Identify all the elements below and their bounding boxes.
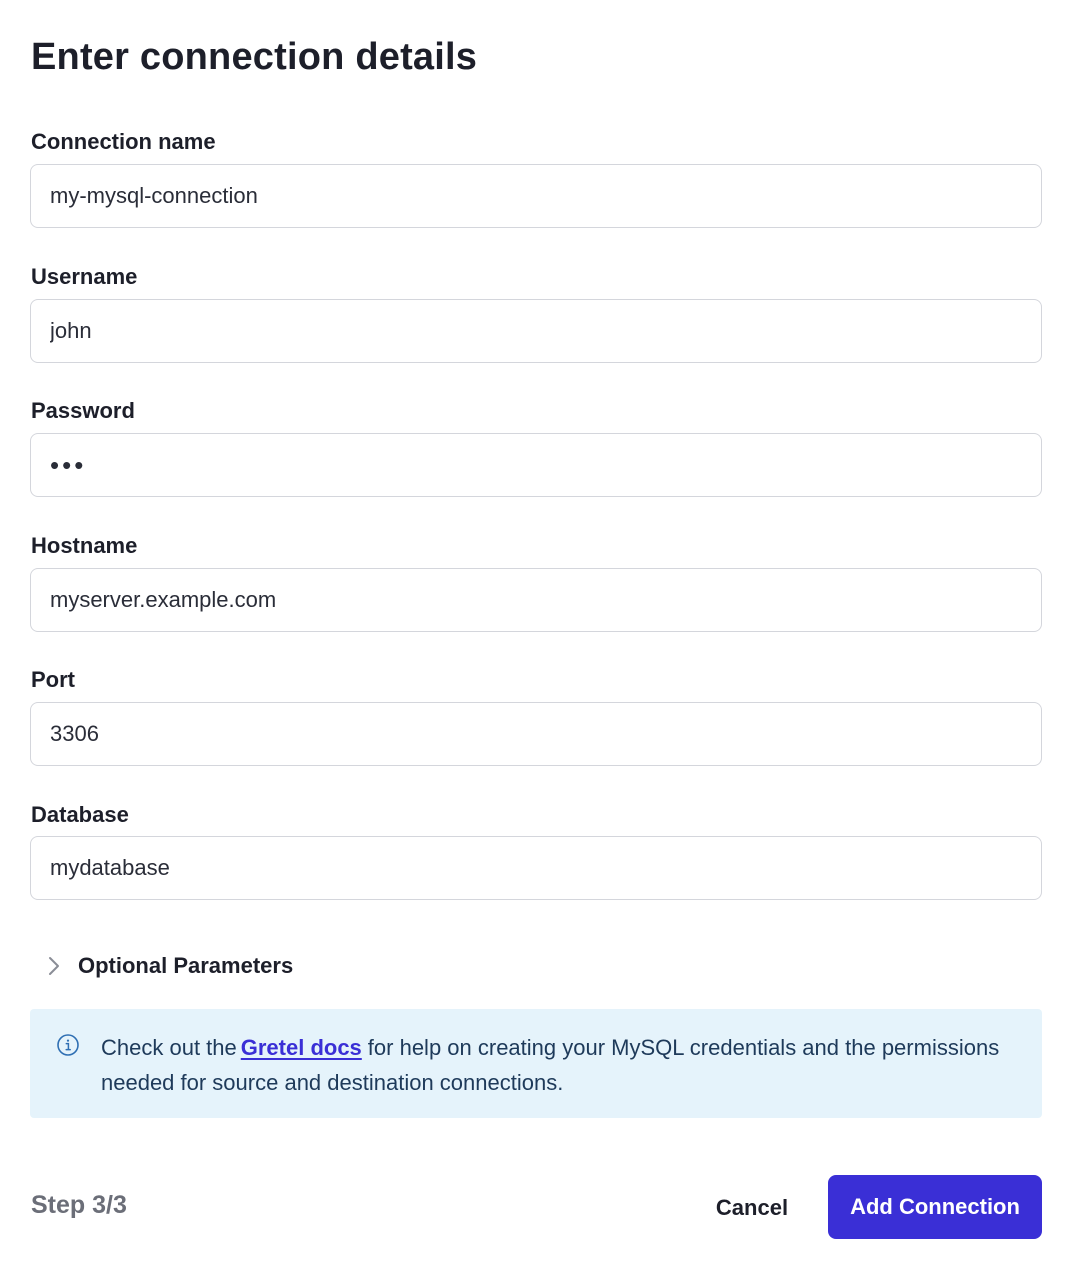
step-indicator: Step 3/3 (31, 1191, 127, 1219)
username-field[interactable] (30, 299, 1042, 363)
port-label: Port (31, 667, 75, 692)
connection-name-label: Connection name (31, 129, 216, 154)
port-field[interactable] (30, 702, 1042, 766)
optional-parameters-toggle[interactable] (44, 952, 293, 980)
chevron-right-icon (44, 952, 64, 980)
connection-name-field[interactable] (30, 164, 1042, 228)
info-text-before: Check out the (101, 1035, 237, 1060)
hostname-field[interactable] (30, 568, 1042, 632)
hostname-label: Hostname (31, 533, 138, 558)
password-field[interactable] (30, 433, 1042, 497)
password-label: Password (31, 398, 135, 423)
username-label: Username (31, 264, 138, 289)
database-label: Database (31, 802, 129, 827)
cancel-button[interactable]: Cancel (694, 1176, 810, 1239)
info-text-after: for help on creating your MySQL credentials and the permissions needed for source and destination connections. (101, 1035, 1000, 1095)
info-callout (30, 1009, 1042, 1118)
gretel-docs-link[interactable]: Gretel docs (240, 1035, 362, 1060)
database-field[interactable] (30, 836, 1042, 900)
info-message (101, 1030, 1001, 1100)
info-icon (56, 1033, 80, 1057)
optional-parameters-label: Optional Parameters (78, 953, 294, 978)
add-connection-button[interactable]: Add Connection (828, 1175, 1042, 1239)
page-title: Enter connection details (31, 36, 478, 78)
